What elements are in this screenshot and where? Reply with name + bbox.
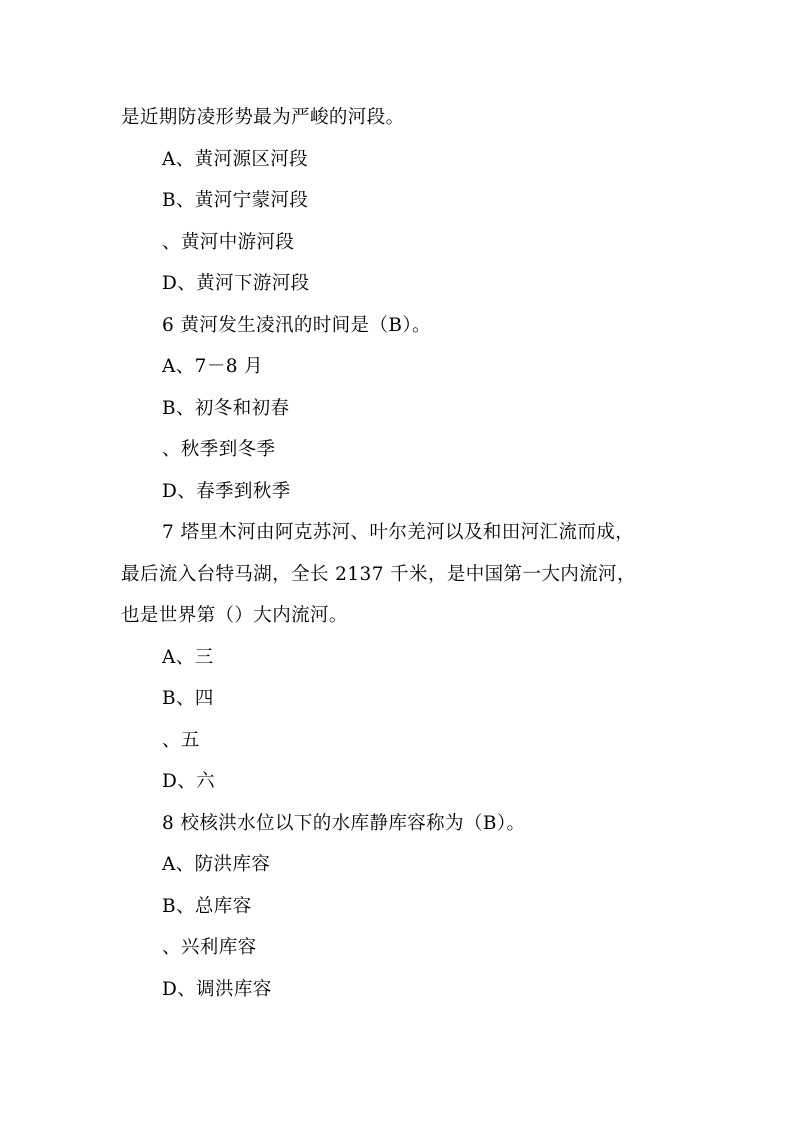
option-d: D、春季到秋季: [162, 481, 291, 502]
option-b: B、初冬和初春: [162, 398, 290, 419]
text-line-continuation: 是近期防凌形势最为严峻的河段。: [121, 107, 405, 128]
option-b: B、黄河宁蒙河段: [162, 190, 309, 211]
question-7-line-1: 7 塔里木河由阿克苏河、叶尔羌河以及和田河汇流而成，: [162, 522, 635, 543]
question-6: 6 黄河发生凌汛的时间是（B）。: [162, 315, 431, 336]
option-b: B、四: [162, 688, 214, 709]
option-b: B、总库容: [162, 896, 252, 917]
option-a: A、黄河源区河段: [162, 149, 309, 170]
option-c: 、兴利库容: [162, 937, 257, 958]
option-a: A、三: [162, 647, 214, 668]
question-8: 8 校核洪水位以下的水库静库容称为（B）。: [162, 813, 526, 834]
option-d: D、黄河下游河段: [162, 273, 310, 294]
option-c: 、五: [162, 730, 200, 751]
option-d: D、六: [162, 771, 216, 792]
option-d: D、调洪库容: [162, 979, 272, 1000]
option-a: A、7－8 月: [162, 356, 264, 377]
option-c: 、黄河中游河段: [162, 232, 295, 253]
question-7-line-2: 最后流入台特马湖，全长 2137 千米，是中国第一大内流河，: [121, 564, 636, 585]
question-7-line-3: 也是世界第（）大内流河。: [121, 605, 348, 626]
option-a: A、防洪库容: [162, 854, 271, 875]
option-c: 、秋季到冬季: [162, 439, 276, 460]
